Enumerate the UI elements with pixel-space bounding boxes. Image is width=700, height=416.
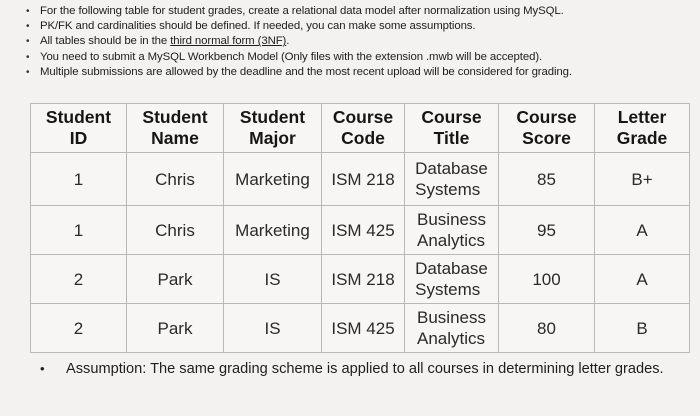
- bullet: •: [40, 361, 45, 376]
- cell-course-title: Database Systems: [405, 153, 499, 206]
- instruction-item: [26, 34, 686, 49]
- table-row: [31, 206, 690, 255]
- cell-course-score: 95: [499, 206, 595, 255]
- instruction-item: • PK/FK and cardinalities should be defined. If needed, you can make some assumptions.: [26, 19, 686, 34]
- cell-course-score: 100: [499, 255, 595, 304]
- cell-course-code: ISM 425: [322, 206, 405, 255]
- cell-student-id: 1: [31, 153, 127, 206]
- cell-letter-grade: B: [595, 304, 690, 353]
- instructions-list: [26, 4, 686, 80]
- header-course-score: Course Score: [499, 104, 595, 153]
- cell-student-name: Chris: [127, 153, 224, 206]
- assumption-note: [40, 360, 664, 378]
- table-row: [31, 153, 690, 206]
- student-grades-table: [30, 103, 690, 353]
- cell-student-major: IS: [224, 304, 322, 353]
- cell-course-title: Business Analytics: [405, 206, 499, 255]
- cell-student-name: Chris: [127, 206, 224, 255]
- instruction-item: • Multiple submissions are allowed by the deadline and the most recent upload will be considered for grading.: [26, 65, 686, 80]
- cell-student-id: 1: [31, 206, 127, 255]
- header-course-title: Course Title: [405, 104, 499, 153]
- table-header-row: [31, 104, 690, 153]
- cell-course-code: ISM 425: [322, 304, 405, 353]
- cell-student-name: Park: [127, 304, 224, 353]
- cell-letter-grade: B+: [595, 153, 690, 206]
- instruction-item: • You need to submit a MySQL Workbench Model (Only files with the extension .mwb will be accepted).: [26, 50, 686, 65]
- cell-course-score: 80: [499, 304, 595, 353]
- cell-student-name: Park: [127, 255, 224, 304]
- cell-letter-grade: A: [595, 206, 690, 255]
- cell-student-major: IS: [224, 255, 322, 304]
- header-student-name: Student Name: [127, 104, 224, 153]
- cell-course-code: ISM 218: [322, 255, 405, 304]
- cell-student-id: 2: [31, 255, 127, 304]
- table-row: [31, 255, 690, 304]
- instruction-text: All tables should be in the: [40, 35, 171, 48]
- table-row: [31, 304, 690, 353]
- cell-course-code: ISM 218: [322, 153, 405, 206]
- cell-course-score: 85: [499, 153, 595, 206]
- cell-student-major: Marketing: [224, 206, 322, 255]
- third-normal-form-link[interactable]: third normal form (3NF): [170, 35, 287, 48]
- cell-letter-grade: A: [595, 255, 690, 304]
- cell-student-id: 2: [31, 304, 127, 353]
- instruction-item: • For the following table for student grades, create a relational data model after normalization using MySQL.: [26, 4, 686, 19]
- header-student-major: Student Major: [224, 104, 322, 153]
- instruction-text: .: [286, 35, 290, 48]
- header-course-code: Course Code: [322, 104, 405, 153]
- assumption-text: Assumption: The same grading scheme is applied to all courses in determining letter grades.: [66, 361, 664, 377]
- header-student-id: Student ID: [31, 104, 127, 153]
- cell-course-title: Business Analytics: [405, 304, 499, 353]
- cell-course-title: Database Systems: [405, 255, 499, 304]
- cell-student-major: Marketing: [224, 153, 322, 206]
- header-letter-grade: Letter Grade: [595, 104, 690, 153]
